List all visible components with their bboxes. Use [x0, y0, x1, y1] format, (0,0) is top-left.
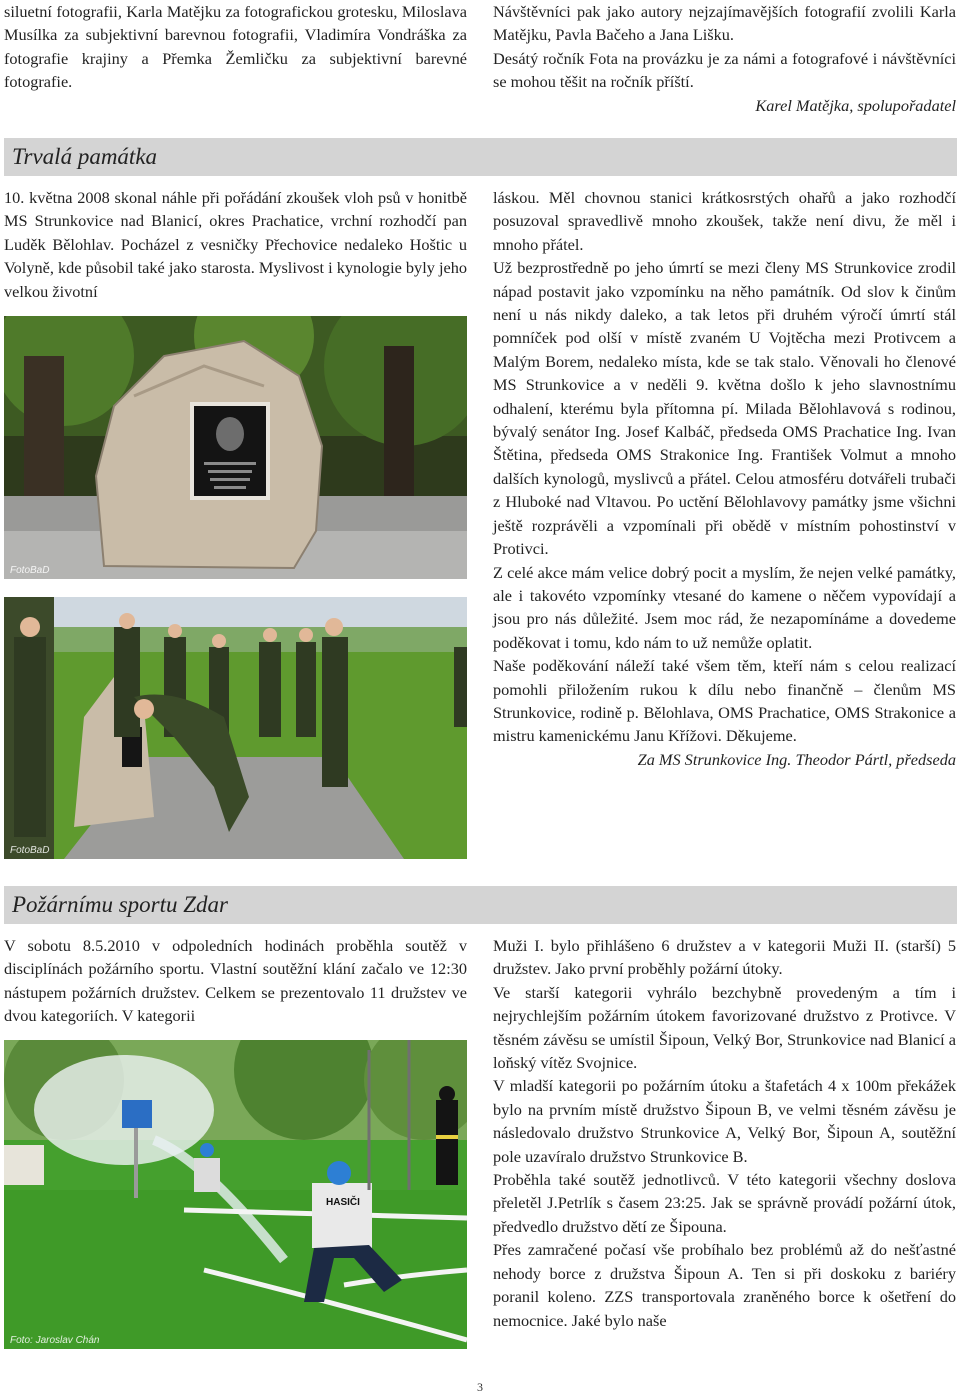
top-right-paragraph-1: Návštěvníci pak jako autory nejzajímavějších fotografií zvolili Karla Matějku, Pavla Bačeho a Jana Lišku.: [493, 2, 956, 45]
top-signature: Karel Matějka, spolupořadatel: [755, 95, 956, 115]
pozarni-right-paragraph-2: Ve starší kategorii vyhrálo bezchybně provedeným a tím i nejrychlejším požárním útokem favorizované družstvo z Protivce. V těsném závěsu se umístil Šipoun, Velký Bor, Strunkovice nad Blanicí a loňský vítěz Svojnice.: [493, 982, 956, 1073]
trvala-right-column: [493, 186, 956, 771]
trvala-right-paragraph-2: Už bezprostředně po jeho úmrtí se mezi členy MS Strunkovice zrodil nápad postavit jako vzpomínku na něho památník. Od slov k činům není u nás nikdy daleko, a tak letos při druhém výročí úmrtí stál pomníček pod olší v místě zvaném U Vojtěcha mezi Protivcem a Malým Borem, nedaleko místa, kde se tak stalo. Věnovali ho členové MS Strunkovice a v neděli 9. května došlo k jeho slavnostnímu odhalení, kterému byla přítomna pí. Milada Bělohlavová s rodinou, bývalý senátor Ing. Josef Kalbáč, předseda OMS Prachatice Ing. Ivan Štětina, předseda OMS Strakonice Ing. František Volmut a mnoho dalších kynologů, myslivců a přátel. Celou atmosféru dotvářeli trubači z Hluboké nad Vltavou. Po uctění Bělohlavovy památky jsme všichni ještě rozprávěli a vzpomínali při obědě v místním pohostinství v Protivci.: [493, 258, 956, 559]
section-heading-trvala-pamatka: Trvalá památka: [4, 138, 957, 176]
top-left-column: [4, 0, 467, 94]
page-number: 3: [477, 1380, 483, 1394]
top-right-column: [493, 0, 956, 117]
section-heading-pozarni-sport: Požárnímu sportu Zdar: [4, 886, 957, 924]
helmet-shirt-text: HASIČI: [326, 1197, 360, 1208]
top-left-paragraph: siluetní fotografii, Karla Matějku za fotografickou grotesku, Miloslava Musílka za subjektivní barevnou fotografii, Vladimíra Vondráška za fotografie krajiny a Přemka Žemličku za subjektivní barevné fotografie.: [4, 2, 467, 92]
trvala-signature: Za MS Strunkovice Ing. Theodor Pártl, předseda: [637, 749, 956, 769]
photo2-credit: FotoBaD: [10, 845, 50, 856]
pozarni-left-column: [4, 934, 467, 1028]
pozarni-right-paragraph-4: Proběhla také soutěž jednotlivců. V této kategorii všechny doslova přeletěl J.Petrlík s časem 23:25. Jak se správně provádí požární útok, předvedlo družstvo dětí ze Šipouna.: [493, 1170, 956, 1236]
memorial-stone-photo: [4, 316, 467, 579]
photo3-credit: Foto: Jaroslav Chán: [10, 1335, 100, 1346]
ceremony-photo: [4, 597, 467, 859]
trvala-right-paragraph-3: Z celé akce mám velice dobrý pocit a myslím, že nejen velké památky, ale i takovéto vzpomínky vtesané do kamene o něčem vypovídají a jsou pro nás důležité. Jsem moc rád, že nezapomínáme a dovedeme poděkovat i tomu, kdo nám to už nemůže oplatit.: [493, 562, 956, 652]
fire-sport-photo: [4, 1040, 467, 1349]
trvala-right-paragraph-1: láskou. Měl chovnou stanici krátkosrstých ohařů a jako rozhodčí posuzoval spravedlivě mnoho zkoušek, takže není divu, že měl i mnoho přátel.: [493, 188, 956, 254]
pozarni-right-column: [493, 934, 956, 1332]
pozarni-right-paragraph-3: V mladší kategorii po požárním útoku a štafetách 4 x 100m překážek bylo na prvním místě družstvo Šipoun B, ve velmi těsném závěsu je následovalo družstvo Strunkovice A, Velký Bor, Šipoun A, soutěžní pole uzavíralo družstvo Strunkovice B.: [493, 1076, 956, 1166]
pozarni-left-paragraph: V sobotu 8.5.2010 v odpoledních hodinách proběhla soutěž v disciplínách požárního sportu. Vlastní soutěžní klání začalo ve 12:30 nástupem požárních družstev. Celkem se prezentovalo 11 družstev ve dvou kategoriích. V kategorii: [4, 936, 467, 1026]
trvala-right-paragraph-4: Naše poděkování náleží také všem těm, kteří nám s celou realizací pomohli přiložením rukou k dílu nebo finančně – členům MS Strunkovice, rodině p. Bělohlava, OMS Prachatice, OMS Strakonice a mistru kamenickému Janu Křížovi. Děkujeme.: [493, 656, 956, 746]
top-right-paragraph-2: Desátý ročník Fota na provázku je za námi a fotografové i návštěvníci se mohou těšit na ročník příští.: [493, 48, 956, 92]
trvala-left-paragraph: 10. května 2008 skonal náhle při pořádání zkoušek vloh psů v honitbě MS Strunkovice nad Blanicí, okres Prachatice, vrchní rozhodčí pan Luděk Bělohlav. Pocházel z vesničky Přechovice nedaleko Hoštic u Volyně, kde působil také jako starosta. Myslivost i kynologie byly jeho velkou životní: [4, 188, 467, 301]
memorial-stone-illustration: [4, 316, 467, 579]
fire-sport-illustration: [4, 1040, 467, 1349]
trvala-left-column: [4, 186, 467, 303]
pozarni-right-paragraph-5: Přes zamračené počasí vše probíhalo bez problémů až do nešťastné nehody borce z družstva Šipoun A. Ten si při doskoku z bariéry poranil koleno. ZZS transportovala zraněného borce k ošetření do nemocnice. Jaké bylo naše: [493, 1240, 956, 1330]
photo1-credit: FotoBaD: [10, 565, 50, 576]
pozarni-right-paragraph-1: Muži I. bylo přihlášeno 6 družstev a v kategorii Muži II. (starší) 5 družstev. Jako první proběhly požární útoky.: [493, 936, 956, 979]
ceremony-illustration: [4, 597, 467, 859]
